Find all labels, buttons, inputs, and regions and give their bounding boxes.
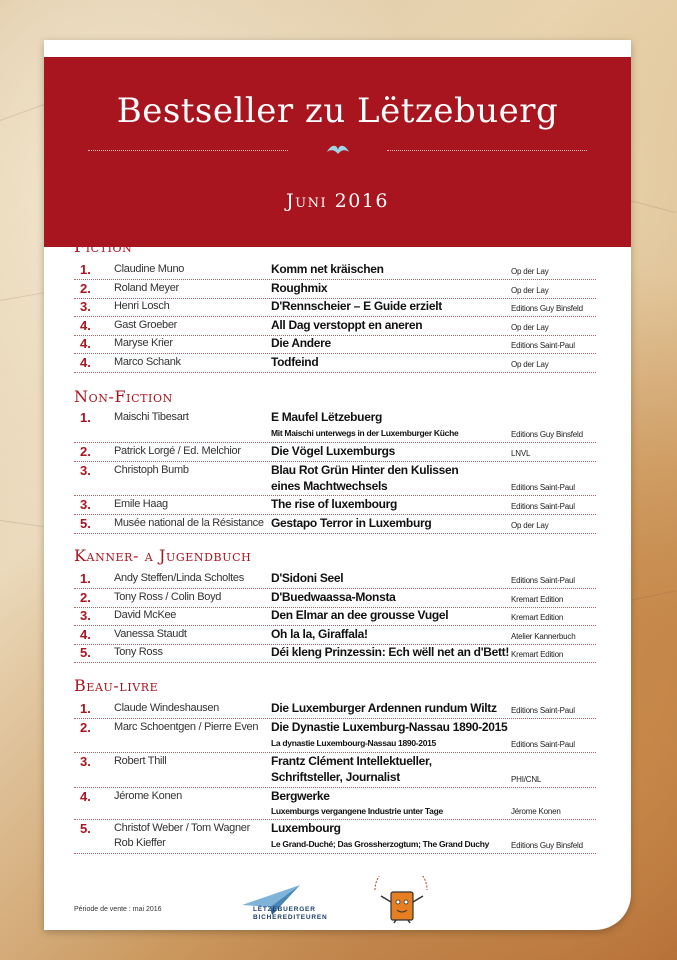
title-banner (44, 57, 631, 247)
rank: 4. (80, 789, 91, 804)
publisher: Op der Lay (511, 521, 549, 530)
logo-line1: LËTZEBUERGER (253, 906, 316, 913)
table-row (74, 463, 596, 496)
publisher: Editions Saint-Paul (511, 341, 575, 350)
book-title: Frantz Clément Intellektueller, (271, 754, 432, 768)
publisher: Kremart Edition (511, 613, 564, 622)
publisher: Editions Saint-Paul (511, 740, 575, 749)
table-row (74, 299, 596, 317)
publisher: Editions Saint-Paul (511, 502, 575, 511)
section-heading-beaulivre: Beau-livre (74, 676, 159, 695)
book-title: Komm net kräischen (271, 262, 384, 276)
rank: 5. (80, 821, 91, 836)
table-row (74, 608, 596, 626)
table-row (74, 754, 596, 788)
table-row (74, 355, 596, 373)
book-title: Die Vögel Luxemburgs (271, 444, 396, 458)
sales-period-note: Période de vente : mai 2016 (74, 906, 162, 913)
publisher: LNVL (511, 449, 531, 458)
book-title: Oh la la, Giraffala! (271, 627, 368, 641)
book-title: Den Elmar an dee grousse Vugel (271, 608, 449, 622)
book-title: D'Sidoni Seel (271, 571, 344, 585)
rank: 1. (80, 701, 91, 716)
book-title-line2: Schriftsteller, Journalist (271, 770, 400, 784)
author: Emile Haag (114, 498, 168, 510)
rank: 2. (80, 281, 91, 296)
divider-left (88, 150, 288, 151)
book-title: Luxembourg (271, 821, 341, 835)
bestseller-card (44, 40, 631, 930)
ornament-icon (325, 140, 351, 160)
author: Claudine Muno (114, 263, 185, 275)
publisher: Editions Saint-Paul (511, 576, 575, 585)
divider-right (387, 150, 587, 151)
table-row (74, 789, 596, 820)
table-row (74, 627, 596, 645)
book-title: All Dag verstoppt en aneren (271, 318, 423, 332)
author: Robert Thill (114, 755, 167, 767)
table-row (74, 701, 596, 719)
publisher: Op der Lay (511, 267, 549, 276)
publisher: Editions Guy Binsfeld (511, 841, 583, 850)
book-title: Die Andere (271, 336, 331, 350)
publishers-logo-text (253, 906, 327, 922)
book-title: E Maufel Lëtzebuerg (271, 410, 382, 424)
publisher: Atelier Kannerbuch (511, 632, 576, 641)
rank: 3. (80, 497, 91, 512)
book-title: Die Luxemburger Ardennen rundum Wiltz (271, 701, 497, 715)
rank: 2. (80, 720, 91, 735)
book-title: D'Rennscheier – E Guide erzielt (271, 299, 442, 313)
publisher: Op der Lay (511, 360, 549, 369)
book-title: Gestapo Terror in Luxemburg (271, 516, 432, 530)
book-subtitle: Mit Maischi unterwegs in der Luxemburger Küche (271, 428, 459, 438)
table-row (74, 336, 596, 354)
rank: 4. (80, 318, 91, 333)
page-subtitle: Juni 2016 (286, 190, 389, 212)
section-heading-kanner: Kanner- a Jugendbuch (74, 546, 252, 565)
rank: 3. (80, 608, 91, 623)
table-row (74, 444, 596, 462)
publisher: Jérome Konen (511, 807, 561, 816)
book-mascot-logo-icon (369, 876, 434, 924)
book-title: Déi kleng Prinzessin: Ech wëll net an d'Bett! (271, 645, 510, 659)
author: Gast Groeber (114, 319, 178, 331)
author: Tony Ross / Colin Boyd (114, 591, 222, 603)
table-row (74, 645, 596, 663)
book-subtitle: La dynastie Luxembourg-Nassau 1890-2015 (271, 738, 436, 748)
book-title: Die Dynastie Luxemburg-Nassau 1890-2015 (271, 720, 508, 734)
rank: 2. (80, 444, 91, 459)
rank: 4. (80, 355, 91, 370)
rank: 2. (80, 590, 91, 605)
publisher: Editions Saint-Paul (511, 706, 575, 715)
author: Tony Ross (114, 646, 163, 658)
publisher: Editions Saint-Paul (511, 483, 575, 492)
table-row (74, 318, 596, 336)
table-row (74, 262, 596, 280)
author: Marc Schoentgen / Pierre Even (114, 721, 259, 733)
author: Maischi Tibesart (114, 411, 189, 423)
table-row (74, 410, 596, 443)
table-row (74, 720, 596, 753)
book-title-line2: eines Machtwechsels (271, 479, 388, 493)
author: David McKee (114, 609, 177, 621)
rank: 4. (80, 336, 91, 351)
author: Jérome Konen (114, 790, 182, 802)
author: Patrick Lorgé / Ed. Melchior (114, 445, 241, 457)
publisher: Editions Guy Binsfeld (511, 304, 583, 313)
author: Claude Windeshausen (114, 702, 219, 714)
rank: 4. (80, 627, 91, 642)
publisher: Op der Lay (511, 286, 549, 295)
table-row (74, 516, 596, 534)
publisher: Kremart Edition (511, 595, 564, 604)
author: Roland Meyer (114, 282, 179, 294)
publisher: Op der Lay (511, 323, 549, 332)
book-title: Todfeind (271, 355, 319, 369)
author: Andy Steffen/Linda Scholtes (114, 572, 244, 584)
book-title: The rise of luxembourg (271, 497, 398, 511)
rank: 3. (80, 299, 91, 314)
author-line2: Rob Kieffer (114, 837, 166, 849)
rank: 3. (80, 463, 91, 478)
author: Musée national de la Résistance (114, 517, 264, 529)
publisher: Kremart Edition (511, 650, 564, 659)
publisher: PHI/CNL (511, 775, 542, 784)
rank: 5. (80, 516, 91, 531)
book-subtitle: Le Grand-Duché; Das Grossherzogtum; The Grand Duchy (271, 839, 490, 849)
publisher: Editions Guy Binsfeld (511, 430, 583, 439)
rank: 1. (80, 262, 91, 277)
rank: 1. (80, 410, 91, 425)
author: Henri Losch (114, 300, 170, 312)
author: Marco Schank (114, 356, 181, 368)
rank: 1. (80, 571, 91, 586)
author: Maryse Krier (114, 337, 173, 349)
author: Vanessa Staudt (114, 628, 187, 640)
book-title: Blau Rot Grün Hinter den Kulissen (271, 463, 459, 477)
table-row (74, 821, 596, 854)
table-row (74, 281, 596, 299)
book-subtitle: Luxemburgs vergangene Industrie unter Tage (271, 806, 443, 816)
book-title: Bergwerke (271, 789, 330, 803)
table-row (74, 497, 596, 515)
author: Christoph Bumb (114, 464, 189, 476)
book-title: Roughmix (271, 281, 328, 295)
section-heading-nonfiction: Non-Fiction (74, 387, 173, 406)
table-row (74, 571, 596, 589)
logo-line2: BICHEREDITEUREN (253, 914, 328, 921)
page-title: Bestseller zu Lëtzebuerg (116, 91, 559, 131)
table-row (74, 590, 596, 608)
section-heading-fiction: Fiction (74, 237, 133, 256)
book-title: D'Buedwaassa-Monsta (271, 590, 396, 604)
rank: 3. (80, 754, 91, 769)
rank: 5. (80, 645, 91, 660)
author: Christof Weber / Tom Wagner (114, 822, 250, 834)
